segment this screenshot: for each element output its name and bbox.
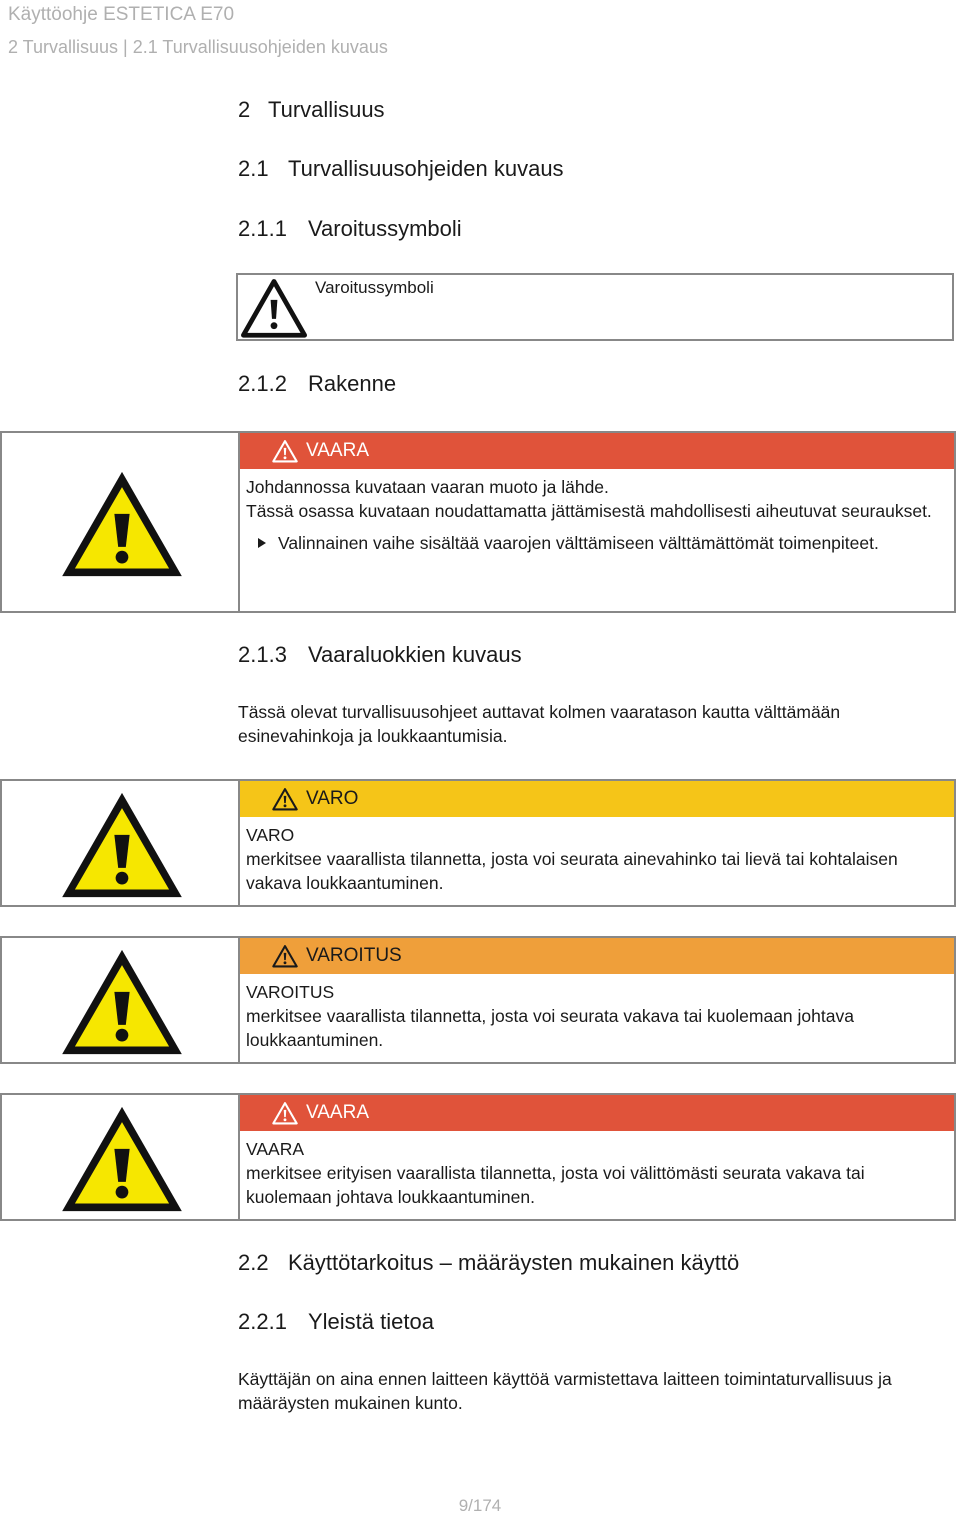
- warning-body: [240, 974, 954, 1052]
- structure-warning-box: [0, 431, 956, 613]
- hazard-description: merkitsee vaarallista tilannetta, josta voi seurata vakava tai kuolemaan johtava loukkaantuminen.: [246, 1006, 854, 1050]
- heading-number: 2.1.2: [238, 371, 287, 396]
- heading-number: 2.1.1: [238, 216, 287, 241]
- heading-text: Yleistä tietoa: [308, 1309, 434, 1334]
- warning-small-icon: [272, 944, 298, 968]
- heading-2-1: [238, 156, 564, 182]
- page-number: 9/174: [458, 1496, 502, 1515]
- heading-2: [238, 97, 385, 123]
- warning-body: [240, 1131, 954, 1209]
- hazard-title: VAARA: [246, 1139, 305, 1159]
- bullet-arrow-icon: [258, 538, 266, 548]
- hazard-intro-paragraph: Tässä olevat turvallisuusohjeet auttavat kolmen vaaratason kautta välttämään esinevahinkoja ja loukkaantumisia.: [238, 702, 841, 746]
- warning-sign-icon: [58, 789, 186, 901]
- warning-small-icon: [272, 787, 298, 811]
- warning-triangle-icon: [240, 277, 308, 339]
- warning-content: [238, 781, 954, 905]
- hazard-description: merkitsee vaarallista tilannetta, josta voi seurata ainevahinko tai lievä tai kohtalaisen vakava loukkaantuminen.: [246, 849, 898, 893]
- consequence-text: Tässä osassa kuvataan noudattamatta jättämisestä mahdollisesti aiheutuvat seuraukset.: [246, 501, 932, 521]
- band-label: VAROITUS: [306, 945, 402, 966]
- general-info-paragraph: Käyttäjän on aina ennen laitteen käyttöä varmistettava laitteen toimintaturvallisuus ja määräysten mukainen kunto.: [238, 1369, 892, 1413]
- heading-2-1-3: [238, 642, 522, 668]
- warning-content: [238, 1095, 954, 1219]
- caution-band: [240, 781, 954, 817]
- danger-band: [240, 433, 954, 469]
- action-step-text: Valinnainen vaihe sisältää vaarojen välttämiseen välttämättömät toimenpiteet.: [278, 533, 879, 553]
- band-label: VARO: [306, 788, 359, 809]
- danger-band: [240, 1095, 954, 1131]
- hazard-title: VAROITUS: [246, 982, 335, 1002]
- breadcrumb: 2 Turvallisuus | 2.1 Turvallisuusohjeiden kuvaus: [8, 37, 388, 57]
- warning-small-icon: [272, 439, 298, 463]
- action-step: [246, 531, 934, 555]
- warning-sign-icon: [58, 1103, 186, 1215]
- band-label: VAARA: [306, 440, 370, 461]
- heading-text: Rakenne: [308, 371, 397, 396]
- danger-box: [0, 1093, 956, 1221]
- hazard-description: merkitsee erityisen vaarallista tilannetta, josta voi välittömästi seurata vakava tai kuolemaan johtava loukkaantuminen.: [246, 1163, 865, 1207]
- band-label: VAARA: [306, 1102, 370, 1123]
- heading-2-2-1: [238, 1309, 434, 1335]
- warning-body: [240, 817, 954, 895]
- hazard-title: VARO: [246, 825, 295, 845]
- warning-sign-icon: [58, 468, 186, 580]
- warning-box: [0, 936, 956, 1064]
- warning-sign-icon: [58, 946, 186, 1058]
- heading-text: Turvallisuusohjeiden kuvaus: [288, 156, 564, 181]
- warning-symbol-box: [236, 273, 954, 341]
- hazard-source-text: Johdannossa kuvataan vaaran muoto ja lähde.: [246, 477, 609, 497]
- warning-content: [238, 938, 954, 1062]
- warning-body: [240, 469, 954, 555]
- heading-text: Käyttötarkoitus – määräysten mukainen käyttö: [288, 1250, 740, 1275]
- warning-small-icon: [272, 1101, 298, 1125]
- heading-2-1-1: [238, 216, 462, 242]
- heading-text: Vaaraluokkien kuvaus: [308, 642, 522, 667]
- heading-number: 2: [238, 97, 251, 122]
- warning-content: [238, 433, 954, 611]
- heading-text: Varoitussymboli: [308, 216, 462, 241]
- caution-box: [0, 779, 956, 907]
- document-title: Käyttöohje ESTETICA E70: [8, 4, 235, 25]
- heading-2-2: [238, 1250, 739, 1276]
- warning-band: [240, 938, 954, 974]
- heading-number: 2.1: [238, 156, 269, 181]
- heading-number: 2.2.1: [238, 1309, 287, 1334]
- heading-text: Turvallisuus: [268, 97, 385, 122]
- heading-number: 2.1.3: [238, 642, 287, 667]
- warning-symbol-label: Varoitussymboli: [315, 278, 434, 297]
- heading-2-1-2: [238, 371, 396, 397]
- heading-number: 2.2: [238, 1250, 269, 1275]
